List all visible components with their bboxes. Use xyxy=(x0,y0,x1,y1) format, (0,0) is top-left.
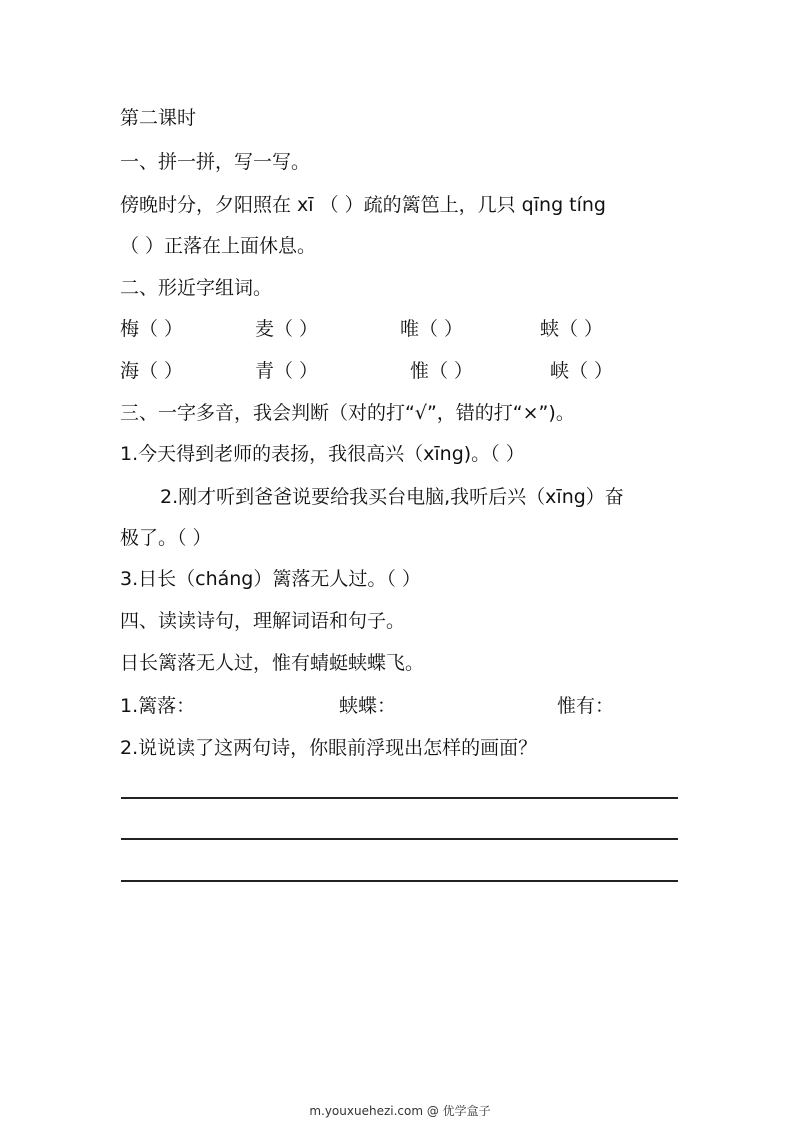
word-item: 峡（ ） xyxy=(550,360,614,382)
term-label: 蛱蝶： xyxy=(339,695,397,717)
section-4-heading: 四、读读诗句，理解词语和句子。 xyxy=(120,610,406,632)
section-3-heading: 三、一字多音，我会判断（对的打“√”，错的打“×”)。 xyxy=(120,402,575,424)
word-group-row-2 xyxy=(120,359,680,383)
term-label: 1.篱落： xyxy=(120,695,196,717)
question-4-2: 2.说说读了这两句诗，你眼前浮现出怎样的画面？ xyxy=(120,737,538,759)
word-item: 麦（ ） xyxy=(255,318,319,340)
word-item: 惟（ ） xyxy=(410,360,474,382)
answer-line xyxy=(121,838,678,840)
word-item: 青（ ） xyxy=(255,360,319,382)
question-3-3: 3.日长（cháng）篱落无人过。（ ） xyxy=(120,568,421,590)
section-1-line-1: 傍晚时分，夕阳照在 xī （ ）疏的篱笆上，几只 qīng tíng xyxy=(120,194,606,216)
term-row xyxy=(120,694,680,718)
footer-watermark: m.youxuehezi.com @ 优学盒子 xyxy=(309,1104,491,1118)
word-item: 海（ ） xyxy=(120,360,184,382)
section-1-heading: 一、拼一拼，写一写。 xyxy=(120,151,311,173)
question-3-2-line-2: 极了。（ ） xyxy=(120,527,212,549)
term-label: 惟有： xyxy=(557,695,615,717)
word-item: 唯（ ） xyxy=(400,318,464,340)
question-3-1: 1.今天得到老师的表扬，我很高兴（xīng)。（ ） xyxy=(120,443,525,465)
word-item: 梅（ ） xyxy=(120,318,184,340)
answer-line xyxy=(121,880,678,882)
section-2-heading: 二、形近字组词。 xyxy=(120,277,273,299)
page-title: 第二课时 xyxy=(120,107,197,129)
answer-line xyxy=(121,797,678,799)
poem-line: 日长篱落无人过，惟有蜻蜓蛱蝶飞。 xyxy=(120,652,425,674)
word-group-row-1 xyxy=(120,317,680,341)
question-3-2-line-1: 2.刚才听到爸爸说要给我买台电脑,我听后兴（xīng）奋 xyxy=(160,486,624,508)
section-1-line-2: （ ）正落在上面休息。 xyxy=(120,235,317,257)
word-item: 蛱（ ） xyxy=(540,318,604,340)
